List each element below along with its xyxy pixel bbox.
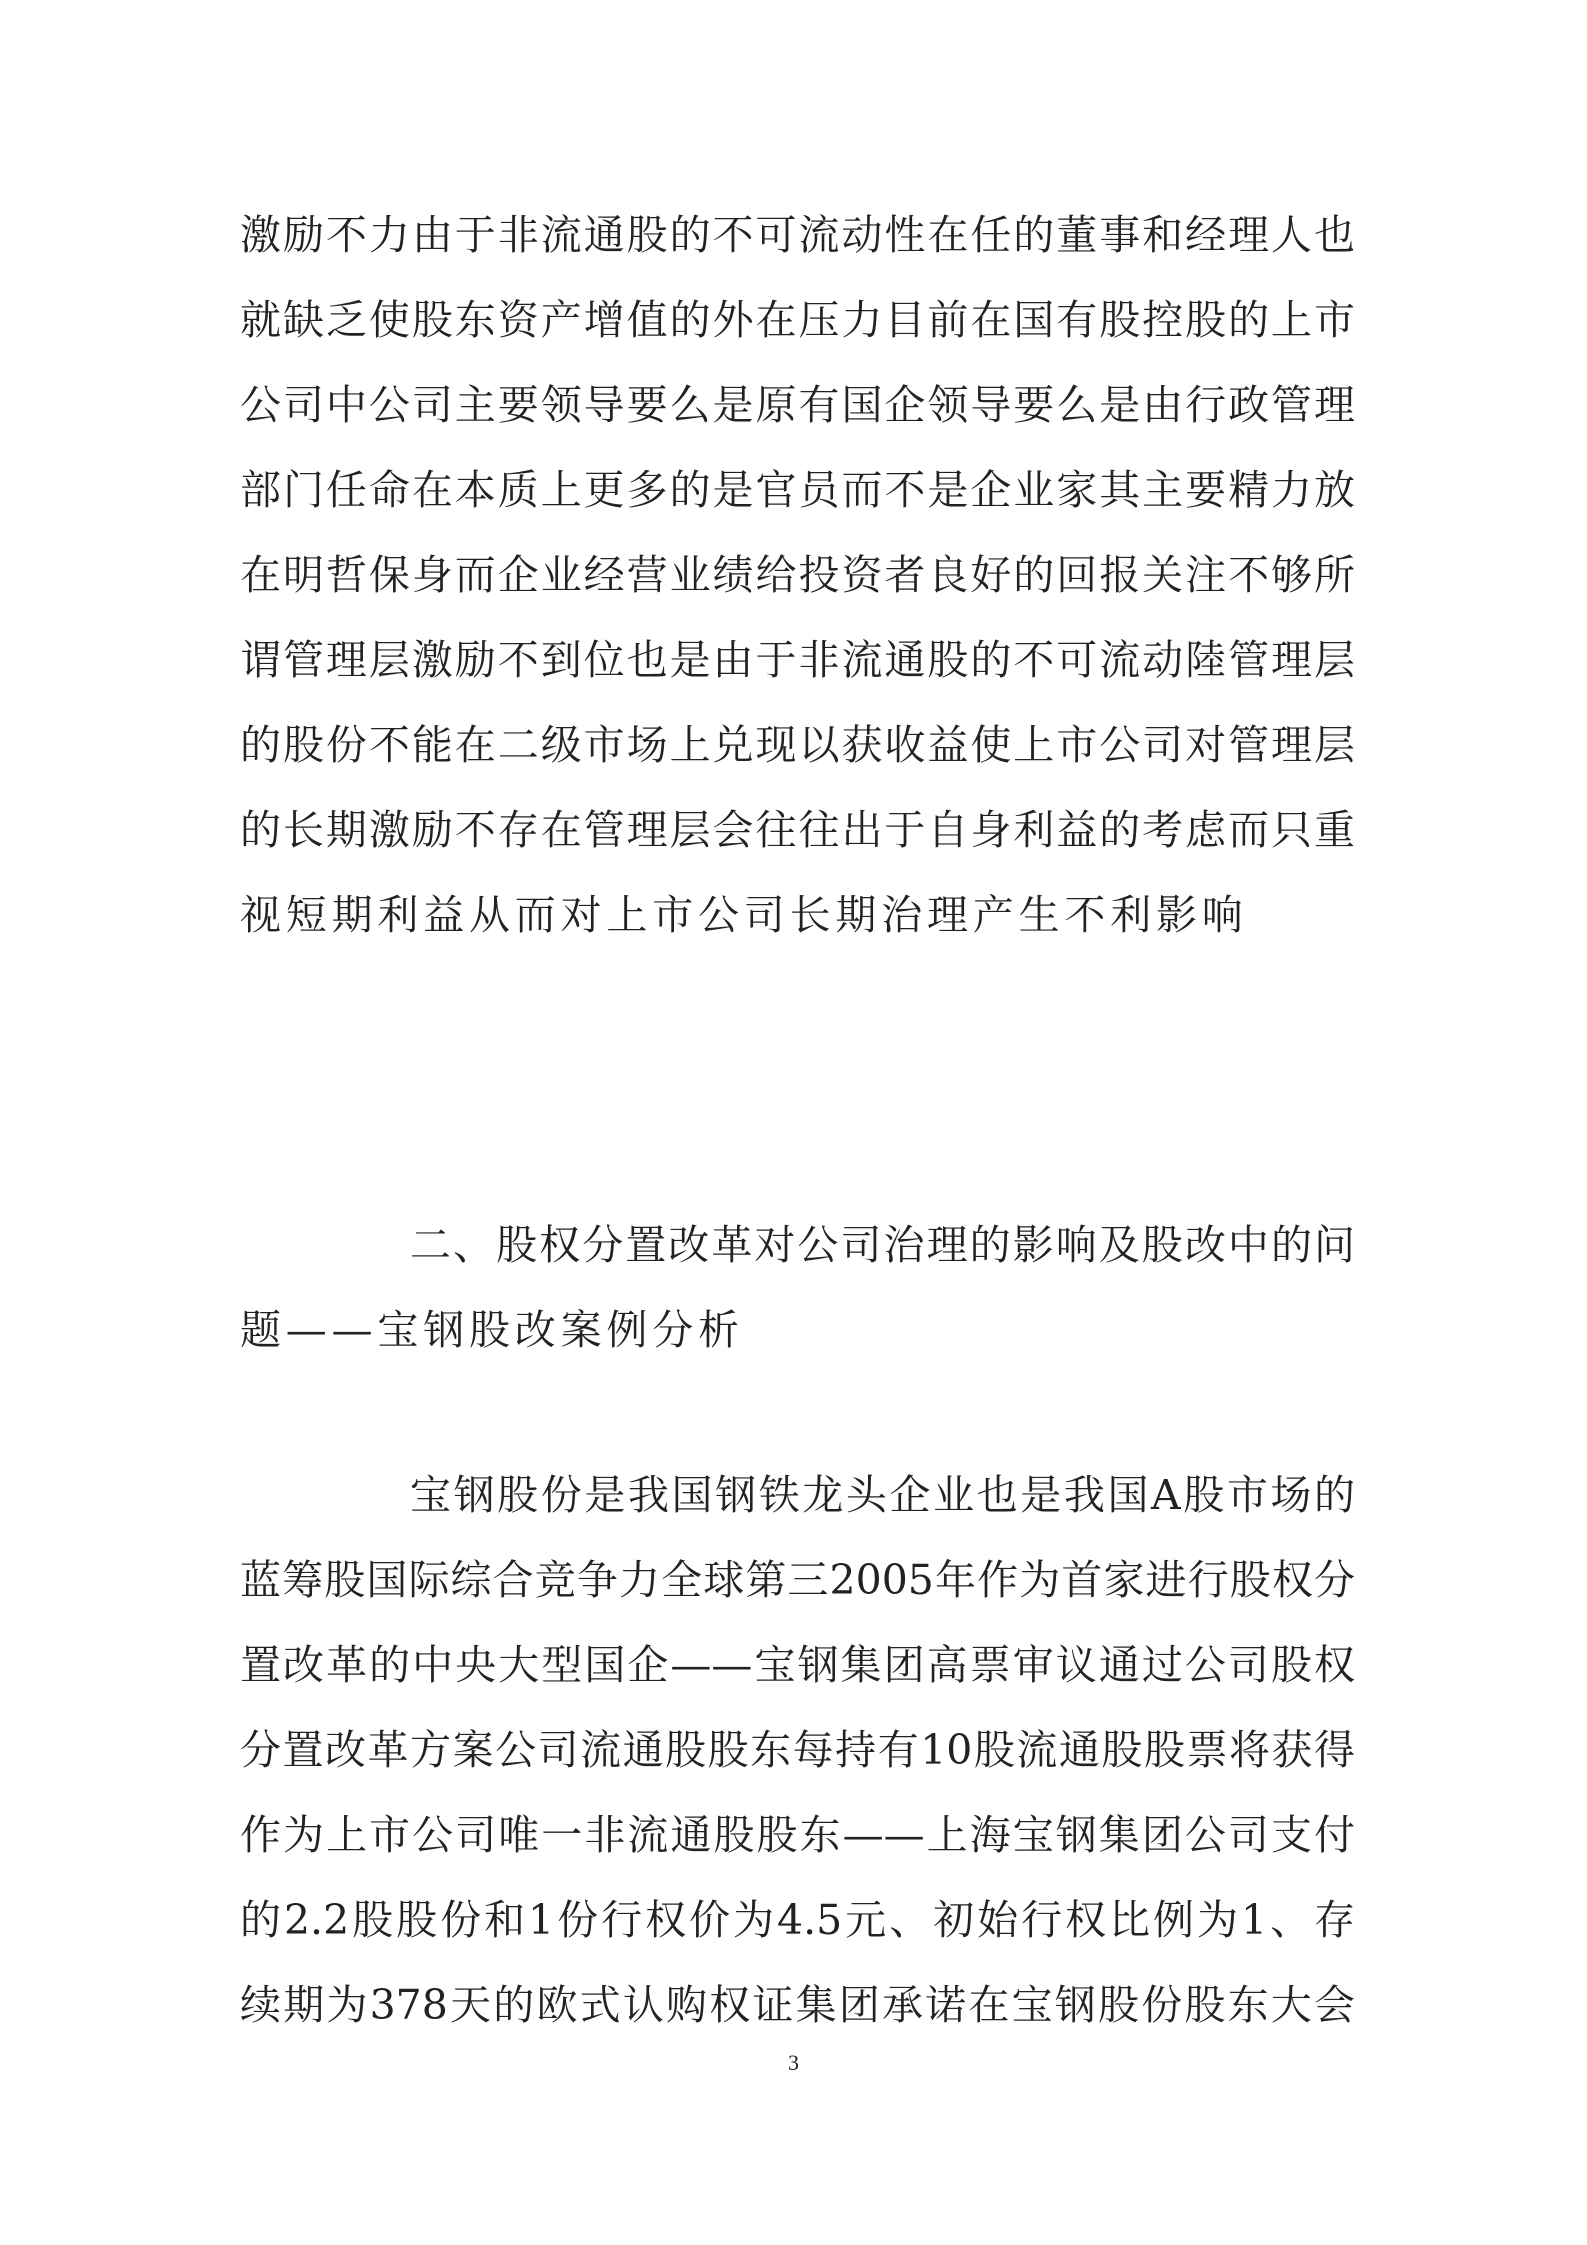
paragraph-line: 作为上市公司唯一非流通股股东——上海宝钢集团公司支付	[240, 1811, 1355, 1859]
paragraph-line: 分置改革方案公司流通股股东每持有10股流通股股票将获得	[240, 1726, 1355, 1774]
paragraph-line: 激励不力由于非流通股的不可流动性在任的董事和经理人也	[240, 211, 1355, 259]
paragraph-line: 公司中公司主要领导要么是原有国企领导要么是由行政管理	[240, 381, 1355, 429]
paragraph-line: 宝钢股份是我国钢铁龙头企业也是我国A股市场的	[410, 1471, 1355, 1519]
paragraph-line: 续期为378天的欧式认购权证集团承诺在宝钢股份股东大会	[240, 1981, 1355, 2029]
paragraph-line: 的股份不能在二级市场上兑现以获收益使上市公司对管理层	[240, 721, 1355, 769]
paragraph-line: 蓝筹股国际综合竞争力全球第三2005年作为首家进行股权分	[240, 1556, 1355, 1604]
paragraph-line: 视短期利益从而对上市公司长期治理产生不利影响	[240, 891, 1248, 939]
paragraph-line: 置改革的中央大型国企——宝钢集团高票审议通过公司股权	[240, 1641, 1355, 1689]
paragraph-line: 谓管理层激励不到位也是由于非流通股的不可流动陸管理层	[240, 636, 1355, 684]
page-number: 3	[788, 2050, 799, 2075]
paragraph-line: 的2.2股股份和1份行权价为4.5元、初始行权比例为1、存	[240, 1896, 1355, 1944]
paragraph-line: 的长期激励不存在管理层会往往出于自身利益的考虑而只重	[240, 806, 1355, 854]
paragraph-line: 部门任命在本质上更多的是官员而不是企业家其主要精力放	[240, 466, 1355, 514]
section-heading-line: 二、股权分置改革对公司治理的影响及股改中的问	[410, 1221, 1355, 1269]
section-heading-line: 题——宝钢股改案例分析	[240, 1306, 744, 1354]
paragraph-line: 就缺乏使股东资产增值的外在压力目前在国有股控股的上市	[240, 296, 1355, 344]
paragraph-line: 在明哲保身而企业经营业绩给投资者良好的回报关注不够所	[240, 551, 1355, 599]
